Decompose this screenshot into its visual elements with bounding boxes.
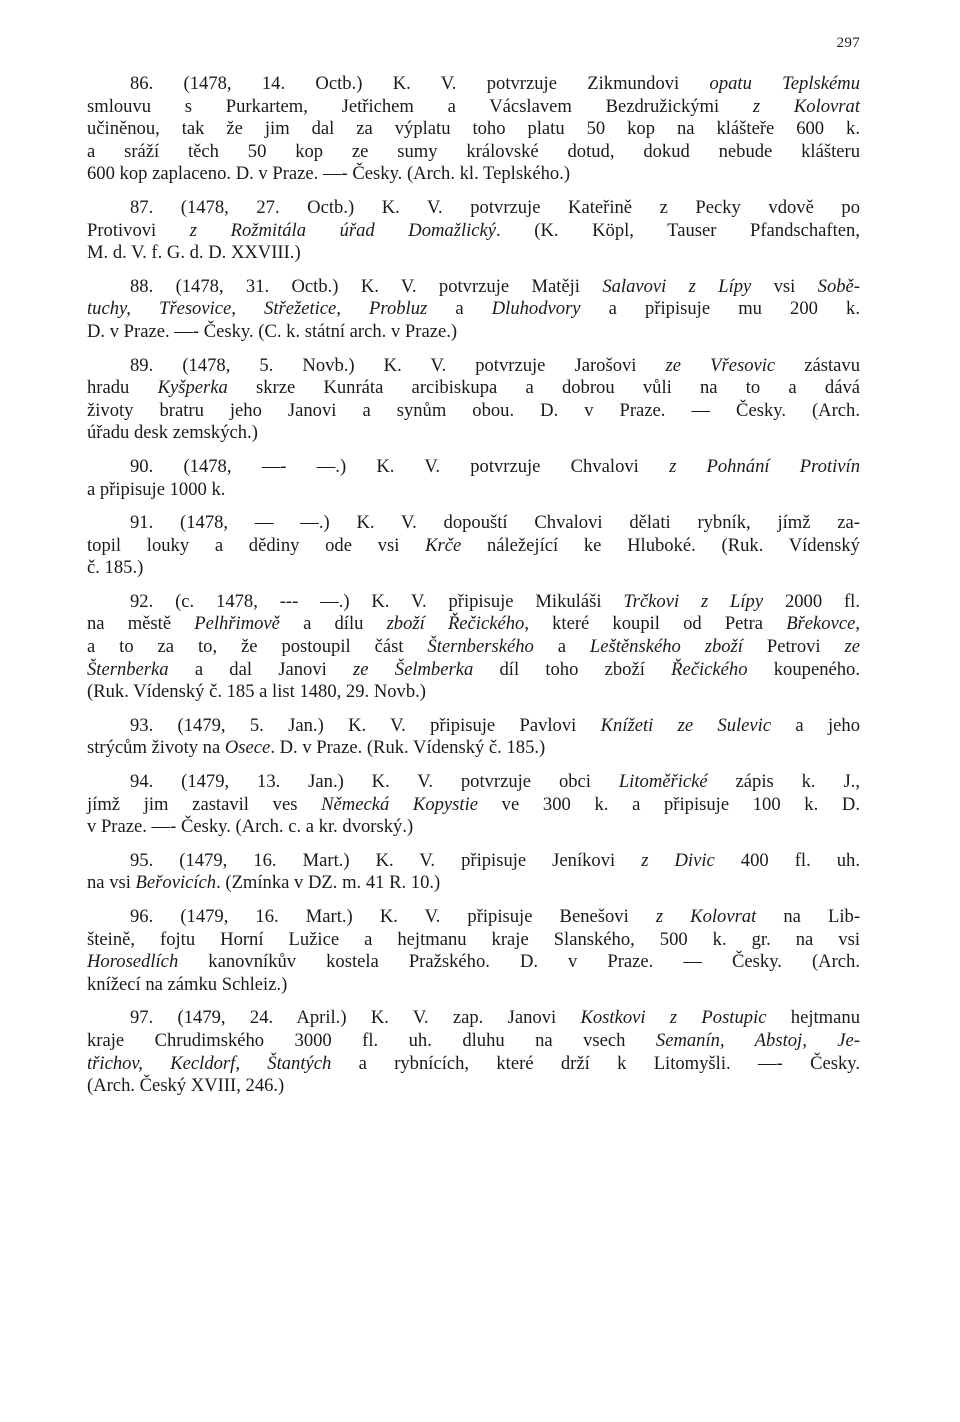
- text-segment: . (K. Köpl, Tauser Pfandschaften,: [496, 219, 860, 241]
- text-segment: 86. (1478, 14. Octb.) K. V. potvrzuje Zikmundovi: [130, 73, 710, 94]
- text-segment: skrze Kunráta arcibiskupa a dobrou vůli na to a dává: [227, 377, 861, 399]
- text-segment: strýcům životy na: [87, 737, 225, 759]
- text-segment: hradu: [87, 377, 158, 399]
- text-segment: ,: [855, 613, 861, 635]
- text-segment: (Arch. Český XVIII, 246.): [87, 1075, 285, 1097]
- text-line: [87, 557, 860, 580]
- text-line: [87, 400, 860, 423]
- text-segment: 91. (1478, — —.) K. V. dopouští Chvalovi dělati rybník, jímž za-: [130, 512, 860, 534]
- text-segment: na Lib-: [756, 906, 861, 927]
- italic-text: Leštěnského zboží: [589, 636, 743, 658]
- text-segment: 90. (1478, —- —.) K. V. potvrzuje Chvalovi: [130, 455, 670, 477]
- text-segment: zápis k. J.,: [707, 771, 860, 793]
- text-line: [87, 456, 860, 479]
- text-line: [87, 951, 860, 974]
- italic-text: ze Vřesovic: [665, 354, 776, 376]
- entry-87: [87, 197, 860, 265]
- text-segment: a jeho: [771, 714, 860, 736]
- italic-text: Kyšperka: [157, 377, 228, 399]
- italic-text: z Kolovrat: [752, 95, 861, 117]
- text-line: [87, 220, 860, 243]
- text-segment: 88. (1478, 31. Octb.) K. V. potvrzuje Matěji: [130, 275, 603, 297]
- text-segment: Protivovi: [87, 219, 190, 241]
- text-line: [87, 321, 860, 344]
- text-segment: č. 185.): [87, 557, 144, 579]
- text-line: [87, 850, 860, 873]
- text-segment: a dílu: [279, 613, 387, 635]
- text-line: [87, 276, 860, 299]
- entry-94: [87, 771, 860, 839]
- text-segment: jímž jim zastavil ves: [87, 793, 322, 815]
- text-line: [87, 591, 860, 614]
- text-segment: 95. (1479, 16. Mart.) K. V. připisuje Jeníkovi: [130, 849, 642, 871]
- text-line: [87, 163, 860, 186]
- italic-text: tuchy, Třesovice, Střežetice, Probluz: [87, 298, 428, 320]
- text-segment: 92. (c. 1478, --- —.) K. V. připisuje Mikuláši: [130, 590, 624, 612]
- italic-text: Krče: [425, 534, 462, 556]
- text-line: [87, 118, 860, 141]
- text-line: [87, 377, 860, 400]
- text-line: [87, 355, 860, 378]
- italic-text: z Pohnání Protivín: [669, 455, 860, 477]
- text-line: [87, 771, 860, 794]
- italic-text: Semanín, Abstoj, Je-: [655, 1029, 860, 1051]
- text-segment: a dal Janovi: [168, 658, 354, 680]
- text-segment: a připisuje mu 200 k.: [580, 298, 860, 320]
- text-segment: a rybnících, které drží k Litomyšli. —- Česky.: [331, 1052, 860, 1074]
- text-line: [87, 197, 860, 220]
- text-line: [87, 242, 860, 265]
- text-segment: a: [533, 636, 590, 658]
- text-segment: 94. (1479, 13. Jan.) K. V. potvrzuje obci: [130, 771, 619, 793]
- italic-text: ze: [844, 636, 861, 658]
- text-segment: životy bratru jeho Janovi a synům obou. D. v Praze. — Česky. (Arch.: [87, 399, 860, 421]
- text-segment: zástavu: [775, 354, 860, 376]
- italic-text: ze Šelmberka: [353, 658, 474, 680]
- text-segment: koupeného.: [747, 658, 860, 680]
- text-line: [87, 816, 860, 839]
- text-line: [87, 715, 860, 738]
- text-line: [87, 737, 860, 760]
- text-segment: 600 kop zaplaceno. D. v Praze. —- Česky. (Arch. kl. Teplského.): [87, 163, 571, 185]
- text-segment: 97. (1479, 24. April.) K. V. zap. Janovi: [130, 1007, 581, 1029]
- entry-90: [87, 456, 860, 501]
- text-line: [87, 479, 860, 502]
- text-segment: šteině, fojtu Horní Lužice a hejtmanu kraje Slanského, 500 k. gr. na vsi: [87, 928, 860, 950]
- entry-95: [87, 850, 860, 895]
- entry-92: [87, 591, 860, 704]
- text-segment: kanovníkův kostela Pražského. D. v Praze. — Česky. (Arch.: [178, 951, 860, 973]
- italic-text: Pelhřimově: [194, 613, 280, 635]
- text-line: [87, 929, 860, 952]
- italic-text: zboží Řečického: [386, 613, 525, 635]
- entry-89: [87, 355, 860, 445]
- text-line: [87, 872, 860, 895]
- text-line: [87, 1030, 860, 1053]
- text-segment: Petrovi: [742, 636, 845, 658]
- text-segment: vsi: [751, 275, 818, 297]
- text-segment: , které koupil od Petra: [524, 613, 787, 635]
- page-number: 297: [836, 35, 860, 51]
- text-segment: D. v Praze. —- Česky. (C. k. státní arch. v Praze.): [87, 320, 458, 342]
- text-line: [87, 794, 860, 817]
- text-line: [87, 1075, 860, 1098]
- entry-96: [87, 906, 860, 996]
- italic-text: Šternberka: [87, 658, 169, 680]
- italic-text: opatu Teplskému: [709, 73, 860, 94]
- text-segment: 2000 fl.: [763, 590, 860, 612]
- text-line: [87, 535, 860, 558]
- italic-text: z Kolovrat: [655, 906, 757, 927]
- italic-text: Sobě-: [817, 275, 860, 297]
- text-line: [87, 422, 860, 445]
- italic-text: Řečického: [671, 658, 748, 680]
- italic-text: Knížeti ze Sulevic: [600, 714, 772, 736]
- text-line: [87, 298, 860, 321]
- text-segment: a: [427, 298, 492, 320]
- text-segment: 93. (1479, 5. Jan.) K. V. připisuje Pavlovi: [130, 714, 601, 736]
- text-segment: (Ruk. Vídenský č. 185 a list 1480, 29. Novb.): [87, 681, 426, 703]
- italic-text: Salavovi z Lípy: [602, 275, 752, 297]
- text-line: [87, 681, 860, 704]
- text-line: [87, 1007, 860, 1030]
- text-line: [87, 613, 860, 636]
- text-line: [87, 512, 860, 535]
- text-segment: náležející ke Hluboké. (Ruk. Vídenský: [461, 534, 860, 556]
- text-segment: 96. (1479, 16. Mart.) K. V. připisuje Benešovi: [130, 906, 656, 927]
- italic-text: Břekovce: [786, 613, 856, 635]
- text-segment: 400 fl. uh.: [714, 849, 860, 871]
- italic-text: z Divic: [641, 849, 715, 871]
- text-line: [87, 96, 860, 119]
- text-line: [87, 1053, 860, 1076]
- text-segment: učiněnou, tak že jim dal za výplatu toho platu 50 kop na klášteře 600 k.: [87, 118, 860, 140]
- entry-88: [87, 276, 860, 344]
- italic-text: Šternberského: [427, 636, 534, 658]
- italic-text: Litoměřické: [618, 771, 708, 793]
- text-segment: smlouvu s Purkartem, Jetřichem a Vácslavem Bezdružickými: [87, 95, 753, 117]
- text-segment: 89. (1478, 5. Novb.) K. V. potvrzuje Jarošovi: [130, 354, 666, 376]
- text-segment: úřadu desk zemských.): [87, 422, 258, 444]
- text-segment: kraje Chrudimského 3000 fl. uh. dluhu na vsech: [87, 1029, 656, 1051]
- italic-text: třichov, Kecldorf, Štantých: [87, 1052, 332, 1074]
- text-line: [87, 659, 860, 682]
- text-line: [87, 636, 860, 659]
- italic-text: z Rožmitála úřad Domažlický: [189, 219, 497, 241]
- text-line: [87, 906, 860, 929]
- entry-93: [87, 715, 860, 760]
- text-segment: díl toho zboží: [473, 658, 672, 680]
- text-segment: a sráží těch 50 kop ze sumy královské dotud, dokud nebude klášteru: [87, 140, 860, 162]
- document-body: [87, 73, 860, 1109]
- entry-97: [87, 1007, 860, 1097]
- text-segment: 87. (1478, 27. Octb.) K. V. potvrzuje Kateřině z Pecky vdově po: [130, 196, 860, 218]
- italic-text: Kostkovi z Postupic: [580, 1007, 767, 1029]
- text-segment: na vsi: [87, 872, 136, 894]
- italic-text: Trčkovi z Lípy: [623, 590, 764, 612]
- text-segment: na městě: [87, 613, 195, 635]
- italic-text: Osece: [224, 737, 271, 759]
- text-segment: . (Zmínka v DZ. m. 41 R. 10.): [216, 872, 441, 894]
- italic-text: Horosedlích: [87, 951, 179, 973]
- text-line: [87, 974, 860, 997]
- text-segment: ve 300 k. a připisuje 100 k. D.: [478, 793, 860, 815]
- italic-text: Dluhodvory: [491, 298, 581, 320]
- text-line: [87, 141, 860, 164]
- entry-91: [87, 512, 860, 580]
- text-segment: a to za to, že postoupil část: [87, 636, 428, 658]
- text-segment: knížecí na zámku Schleiz.): [87, 973, 288, 995]
- text-segment: v Praze. —- Česky. (Arch. c. a kr. dvorský.): [87, 816, 414, 838]
- text-segment: a připisuje 1000 k.: [87, 478, 226, 500]
- text-line: [87, 73, 860, 96]
- text-segment: topil louky a dědiny ode vsi: [87, 534, 426, 556]
- italic-text: Německá Kopystie: [321, 793, 478, 815]
- entry-86: [87, 73, 860, 186]
- text-segment: . D. v Praze. (Ruk. Vídenský č. 185.): [270, 737, 546, 759]
- italic-text: Beřovicích: [135, 872, 217, 894]
- text-segment: hejtmanu: [766, 1007, 860, 1029]
- text-segment: M. d. V. f. G. d. D. XXVIII.): [87, 242, 301, 264]
